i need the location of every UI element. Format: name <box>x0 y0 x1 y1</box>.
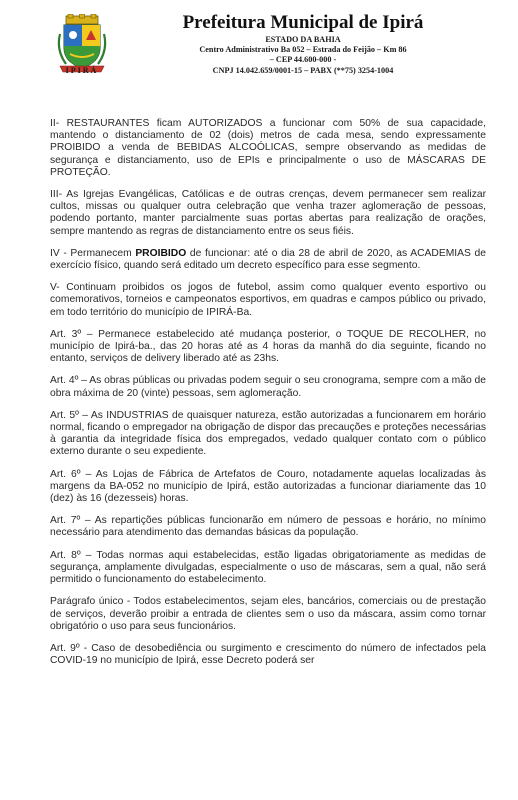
article-5-paragraph: Art. 5º – As INDUSTRIAS de quaisquer natureza, estão autorizadas a funcionarem em horário normal, ficando o empregador na obrigação de dispor das precauções e proteções necessárias à garantia da integridade física dos empregados, vedado qualquer contato com o público externo durante o seu expediente. <box>50 409 486 458</box>
letterhead-text <box>118 12 488 76</box>
article-9-paragraph: Art. 9º - Caso de desobediência ou surgimento e crescimento do número de infectados pela COVID-19 no município de Ipirá, esse Decreto poderá ser <box>50 642 486 667</box>
article-8-paragraph: Art. 8º – Todas normas aqui estabelecidas, estão ligadas obrigatoriamente as medidas de segurança, amplamente divulgadas, especialmente o uso de máscaras, sem a qual, não será permitido o funcionamento do estabelecimento. <box>50 549 486 586</box>
coat-of-arms-icon <box>56 14 108 74</box>
address-line: Centro Administrativo Ba 052 – Estrada do Feijão – Km 86 <box>199 45 407 54</box>
item-iv-suffix: de funcionar: até o dia 28 de abril de 2020, as ACADEMIAS de exercício físico, quando será editado um decreto específico para esse segmento. <box>50 247 486 272</box>
sole-paragraph: Parágrafo único - Todos estabelecimentos, sejam eles, bancários, comerciais ou de prestação de serviços, deverão proibir a entrada de clientes sem o uso da máscara, assim como tornar obrigatório o uso para seus funcionários. <box>50 596 486 632</box>
article-3-paragraph: Art. 3º – Permanece estabelecido até mudança posterior, o TOQUE DE RECOLHER, no município de Ipirá-ba., das 20 horas até as 4 horas da manhã do dia seguinte, ficando no entanto, serviços de delivery liberado até as 23hs. <box>50 328 486 365</box>
article-6-paragraph: Art. 6º – As Lojas de Fábrica de Artefatos de Couro, notadamente aquelas localizadas às margens da BA-052 no município de Ipirá, estão autorizadas a funcionar diariamente das 10 (dez) às 16 (dezesseis) horas. <box>50 468 486 505</box>
item-iii-paragraph: III- As Igrejas Evangélicas, Católicas e de outras crenças, devem permanecer sem realizar cultos, missas ou qualquer outra celebração que venha trazer aglomeração de pessoas, podendo portanto, manter parcialmente suas portas abertas para realização de orações, sempre mantendo as regras de distanciamento entre os seus fiéis. <box>50 189 486 237</box>
item-ii-paragraph: II- RESTAURANTES ficam AUTORIZADOS a funcionar com 50% de sua capacidade, mantendo o distanciamento de 02 (dois) metros de cada mesa, sendo expressamente PROIBIDO a venda de BEBIDAS ALCOÓLICAS, sempre observando as medidas de segurança e distanciamento, uso de EPIs e principalmente o uso de MÁSCARAS DE PROTEÇÃO. <box>50 118 486 178</box>
municipality-title: Prefeitura Municipal de Ipirá <box>182 12 424 33</box>
decree-body <box>50 118 486 677</box>
article-7-paragraph: Art. 7º – As repartições públicas funcionarão em número de pessoas e horário, no mínimo necessário para atendimento das demandas básicas da população. <box>50 515 486 539</box>
item-iv-prefix: IV - Permanecem <box>50 247 136 259</box>
item-v-paragraph: V- Continuam proibidos os jogos de futebol, assim como qualquer evento esportivo ou comemorativos, torneios e campeonatos esportivos, em quadras e campos público ou privado, em todo território do município de IPIRÁ-Ba. <box>50 282 486 318</box>
state-line: ESTADO DA BAHIA <box>265 35 341 44</box>
cep-line: – CEP 44.600-000 - <box>269 55 337 64</box>
letterhead <box>0 0 518 80</box>
item-iv-paragraph <box>50 248 486 272</box>
item-iv-bold: PROIBIDO <box>135 247 187 259</box>
cnpj-line: CNPJ 14.042.659/0001-15 – PABX (**75) 3254-1004 <box>212 66 394 75</box>
crest-caption: IPIRÁ <box>65 66 99 75</box>
article-4-paragraph: Art. 4º – As obras públicas ou privadas podem seguir o seu cronograma, sempre com a mão de obra máxima de 20 (vinte) pessoas, sem aglomeração. <box>50 375 486 399</box>
